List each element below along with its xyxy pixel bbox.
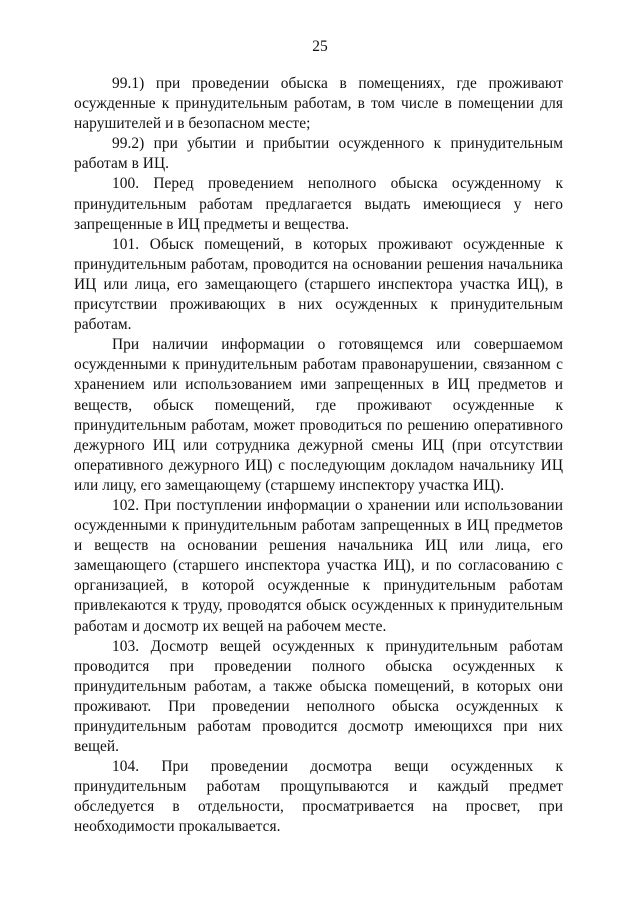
paragraph-101: 101. Обыск помещений, в которых проживают осужденные к принудительным работам, проводится на основании решения начальника ИЦ или лица, его замещающего (старшего инспектора участка ИЦ), в присутствии проживающих в них осужденных к принудительным работам. [74, 235, 563, 334]
paragraph-104: 104. При проведении досмотра вещи осужденных к принудительным работам прощупываются и каждый предмет обследуется в отдельности, просматривается на просвет, при необходимости прокалывается. [74, 758, 563, 836]
paragraph-100: 100. Перед проведением неполного обыска осужденному к принудительным работам предлагается выдать имеющиеся у него запрещенные в ИЦ предметы и вещества. [74, 175, 563, 233]
page-number: 25 [312, 38, 328, 55]
document-body [74, 74, 563, 838]
paragraph-99-2: 99.2) при убытии и прибытии осужденного к принудительным работам в ИЦ. [74, 135, 563, 173]
paragraph-103: 103. Досмотр вещей осужденных к принудительным работам проводится при проведении полного обыска осужденных к принудительным работам, а также обыска помещений, в которых они проживают. При проведении неполного обыска осужденных к принудительным работам проводится досмотр имеющихся при них вещей. [74, 637, 563, 756]
paragraph-102: 102. При поступлении информации о хранении или использовании осужденными к принудительным работам запрещенных в ИЦ предметов и веществ на основании решения начальника ИЦ или лица, его замещающего (старшего инспектора участка ИЦ), и по согласованию с организацией, в которой осужденные к принудительным работам привлекаются к труду, проводятся обыск осужденных к принудительным работам и досмотр их вещей на рабочем месте. [74, 496, 563, 635]
paragraph-99-1: 99.1) при проведении обыска в помещениях, где проживают осужденные к принудительным работам, в том числе в помещении для нарушителей и в безопасном месте; [74, 75, 563, 133]
paragraph-101-continued: При наличии информации о готовящемся или совершаемом осужденными к принудительным работам правонарушении, связанном с хранением или использованием ими запрещенных в ИЦ предметов и веществ, обыск помещений, где проживают осужденные к принудительным работам, может проводиться по решению оперативного дежурного ИЦ или сотрудника дежурной смены ИЦ (при отсутствии оперативного дежурного ИЦ) с последующим докладом начальнику ИЦ или лицу, его замещающему (старшему инспектору участка ИЦ). [74, 336, 563, 494]
